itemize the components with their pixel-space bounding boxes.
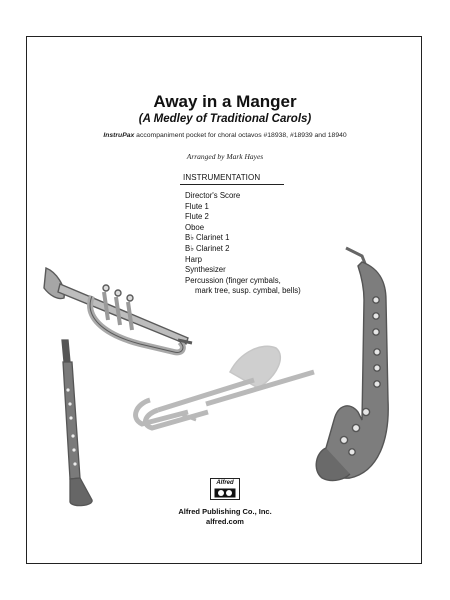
instrument-item: Flute 1 (185, 201, 209, 211)
saxophone-icon (316, 248, 388, 481)
score-title: Away in a Manger (153, 92, 297, 111)
publisher-website: alfred.com (206, 517, 244, 526)
logo-emblem (214, 488, 236, 498)
instrument-item: B♭ Clarinet 1 (185, 233, 230, 243)
instrumentation-heading: INSTRUMENTATION (183, 173, 261, 182)
score-subtitle: (A Medley of Traditional Carols) (138, 113, 312, 125)
logo-wordmark: Alfred (216, 480, 234, 486)
alfred-logo (210, 478, 240, 500)
trombone-icon (136, 346, 314, 428)
instrument-item: B♭ Clarinet 2 (185, 243, 230, 253)
instrument-item: Oboe (185, 222, 205, 232)
instrument-item: Synthesizer (185, 265, 226, 275)
instrument-item: Harp (185, 254, 202, 264)
instrument-item: mark tree, susp. cymbal, bells) (195, 286, 301, 296)
publisher-name: Alfred Publishing Co., Inc. (178, 507, 272, 516)
instrument-item: Flute 2 (185, 212, 209, 222)
pocket-text: accompaniment pocket for choral octavos #18938, #18939 and 18940 (134, 132, 347, 139)
clarinet-icon (62, 340, 92, 506)
instrument-item: Percussion (finger cymbals, (185, 275, 281, 285)
instrument-item: Director's Score (185, 191, 241, 200)
pocket-brand: InstruPax (103, 132, 135, 139)
arranger-credit: Arranged by Mark Hayes (186, 152, 264, 161)
